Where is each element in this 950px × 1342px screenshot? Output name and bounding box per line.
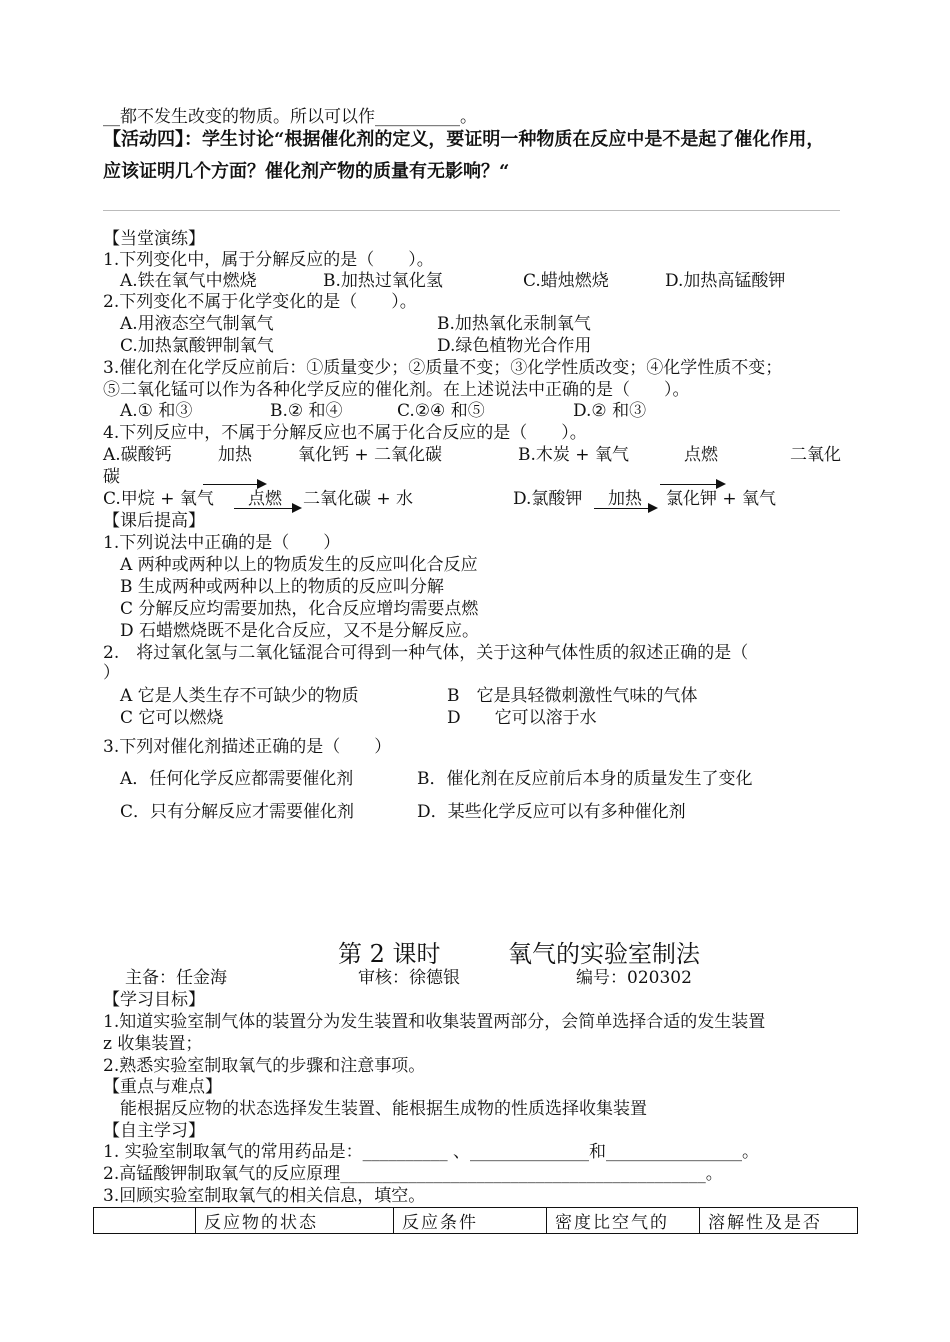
practice-q3-option-a: A.① 和③	[120, 401, 193, 421]
improve-q2-option-d: D 它可以溶于水	[447, 708, 597, 728]
practice-q4-a-condition: 加热	[218, 445, 252, 465]
practice-q1-option-c: C.蜡烛燃烧	[523, 271, 609, 291]
practice-q3-option-d: D.② 和③	[573, 401, 647, 421]
practice-q3-line1: 3.催化剂在化学反应前后：①质量变少；②质量不变；③化学性质改变；④化学性质不变；	[103, 358, 783, 378]
practice-q4-a-products: 氧化钙 + 二氧化碳	[298, 445, 443, 465]
self-study-q3: 3.回顾实验室制取氧气的相关信息，填空。	[103, 1186, 426, 1206]
reaction-arrow	[594, 508, 656, 509]
practice-q1-stem: 1.下列变化中，属于分解反应的是（ ）。	[103, 250, 434, 270]
practice-q4-d-reactant: D.氯酸钾	[513, 489, 583, 509]
lesson-number: 编号：020302	[576, 968, 692, 988]
activity-four-line1: 【活动四】：学生讨论“根据催化剂的定义，要证明一种物质在反应中是不是起了催化作用，	[103, 129, 825, 150]
practice-q3-option-b: B.② 和④	[270, 401, 343, 421]
oxygen-info-table	[93, 1207, 858, 1234]
table-header-cell	[94, 1208, 196, 1234]
goal-2: 2.熟悉实验室制取氧气的步骤和注意事项。	[103, 1056, 426, 1076]
improve-q3-option-c: C．只有分解反应才需要催化剂	[120, 802, 355, 822]
section-header-goals: 【学习目标】	[103, 990, 205, 1010]
fill-in-line: __都不发生改变的物质。所以可以作__________。	[103, 107, 477, 127]
activity-four-line2: 应该证明几个方面？催化剂产物的质量有无影响？“	[103, 161, 510, 182]
practice-q4-b-product-wrap: 碳	[103, 467, 120, 487]
table-header-cell: 反应条件	[394, 1208, 547, 1234]
practice-q2-stem: 2.下列变化不属于化学变化的是（ ）。	[103, 292, 417, 312]
section-header-practice: 【当堂演练】	[103, 229, 205, 249]
key-points-text: 能根据反应物的状态选择发生装置、能根据生成物的性质选择收集装置	[120, 1099, 647, 1119]
table-header-cell: 溶解性及是否	[700, 1208, 858, 1234]
reaction-arrow	[234, 508, 300, 509]
lesson-reviewer: 审核：徐德银	[358, 968, 460, 988]
practice-q4-b-reactants: B.木炭 + 氧气	[518, 445, 629, 465]
improve-q1-option-c: C 分解反应均需要加热，化合反应增均需要点燃	[120, 599, 479, 619]
improve-q2-stem: 2. 将过氧化氢与二氧化锰混合可得到一种气体，关于这种气体性质的叙述正确的是（	[103, 643, 749, 663]
practice-q2-option-b: B.加热氧化汞制氧气	[437, 314, 591, 334]
lesson-title-number: 第 2 课时	[338, 940, 441, 968]
table-header-cell: 密度比空气的	[547, 1208, 700, 1234]
self-study-q2: 2.高锰酸钾制取氧气的反应原理___________________________________________。	[103, 1164, 723, 1184]
lesson-author: 主备：任金海	[125, 968, 227, 988]
improve-q1-stem: 1.下列说法中正确的是（ ）	[103, 533, 341, 553]
practice-q3-option-c: C.②④ 和⑤	[397, 401, 485, 421]
improve-q1-option-d: D 石蜡燃烧既不是化合反应，又不是分解反应。	[120, 621, 480, 641]
practice-q4-d-products: 氯化钾 + 氧气	[666, 489, 777, 509]
practice-q1-option-d: D.加热高锰酸钾	[665, 271, 786, 291]
improve-q3-stem: 3.下列对催化剂描述正确的是（ ）	[103, 737, 392, 757]
table-header-row	[94, 1208, 858, 1234]
goal-1-line2: z 收集装置；	[103, 1034, 203, 1054]
practice-q1-option-b: B.加热过氧化氢	[323, 271, 443, 291]
improve-q2-option-b: B 它是具轻微刺激性气味的气体	[447, 686, 698, 706]
improve-q3-option-b: B．催化剂在反应前后本身的质量发生了变化	[417, 769, 753, 789]
practice-q2-option-a: A.用液态空气制氧气	[120, 314, 274, 334]
improve-q1-option-a: A 两种或两种以上的物质发生的反应叫化合反应	[120, 555, 478, 575]
practice-q3-line2: ⑤二氧化锰可以作为各种化学反应的催化剂。在上述说法中正确的是（ ）。	[103, 380, 690, 400]
improve-q2-option-c: C 它可以燃烧	[120, 708, 224, 728]
section-header-improve: 【课后提高】	[103, 511, 205, 531]
improve-q1-option-b: B 生成两种或两种以上的物质的反应叫分解	[120, 577, 444, 597]
reaction-arrow	[203, 484, 265, 485]
practice-q2-option-c: C.加热氯酸钾制氧气	[120, 336, 274, 356]
practice-q2-option-d: D.绿色植物光合作用	[437, 336, 592, 356]
section-header-key-points: 【重点与难点】	[103, 1077, 222, 1097]
practice-q1-option-a: A.铁在氧气中燃烧	[120, 271, 257, 291]
improve-q2-stem-cont: ）	[103, 663, 120, 683]
practice-q4-a-reactant: A.碳酸钙	[103, 445, 172, 465]
practice-q4-d-condition: 加热	[608, 489, 642, 509]
improve-q3-option-d: D．某些化学反应可以有多种催化剂	[417, 802, 686, 822]
practice-q4-b-product: 二氧化	[790, 445, 841, 465]
self-study-q1: 1. 实验室制取氧气的常用药品是：__________ 、______________和________________。	[103, 1142, 760, 1162]
practice-q4-c-condition: 点燃	[248, 489, 282, 509]
reaction-arrow	[660, 484, 724, 485]
table-header-cell: 反应物的状态	[196, 1208, 394, 1234]
practice-q4-b-condition: 点燃	[684, 445, 718, 465]
improve-q2-option-a: A 它是人类生存不可缺少的物质	[120, 686, 359, 706]
practice-q4-c-products: 二氧化碳 + 水	[303, 489, 414, 509]
practice-q4-stem: 4.下列反应中，不属于分解反应也不属于化合反应的是（ ）。	[103, 423, 587, 443]
answer-rule	[103, 210, 840, 211]
section-header-self-study: 【自主学习】	[103, 1121, 205, 1141]
goal-1-line1: 1.知道实验室制气体的装置分为发生装置和收集装置两部分，会简单选择合适的发生装置	[103, 1012, 766, 1032]
improve-q3-option-a: A．任何化学反应都需要催化剂	[120, 769, 354, 789]
practice-q4-c-reactants: C.甲烷 + 氧气	[103, 489, 214, 509]
lesson-title: 氧气的实验室制法	[508, 940, 700, 968]
